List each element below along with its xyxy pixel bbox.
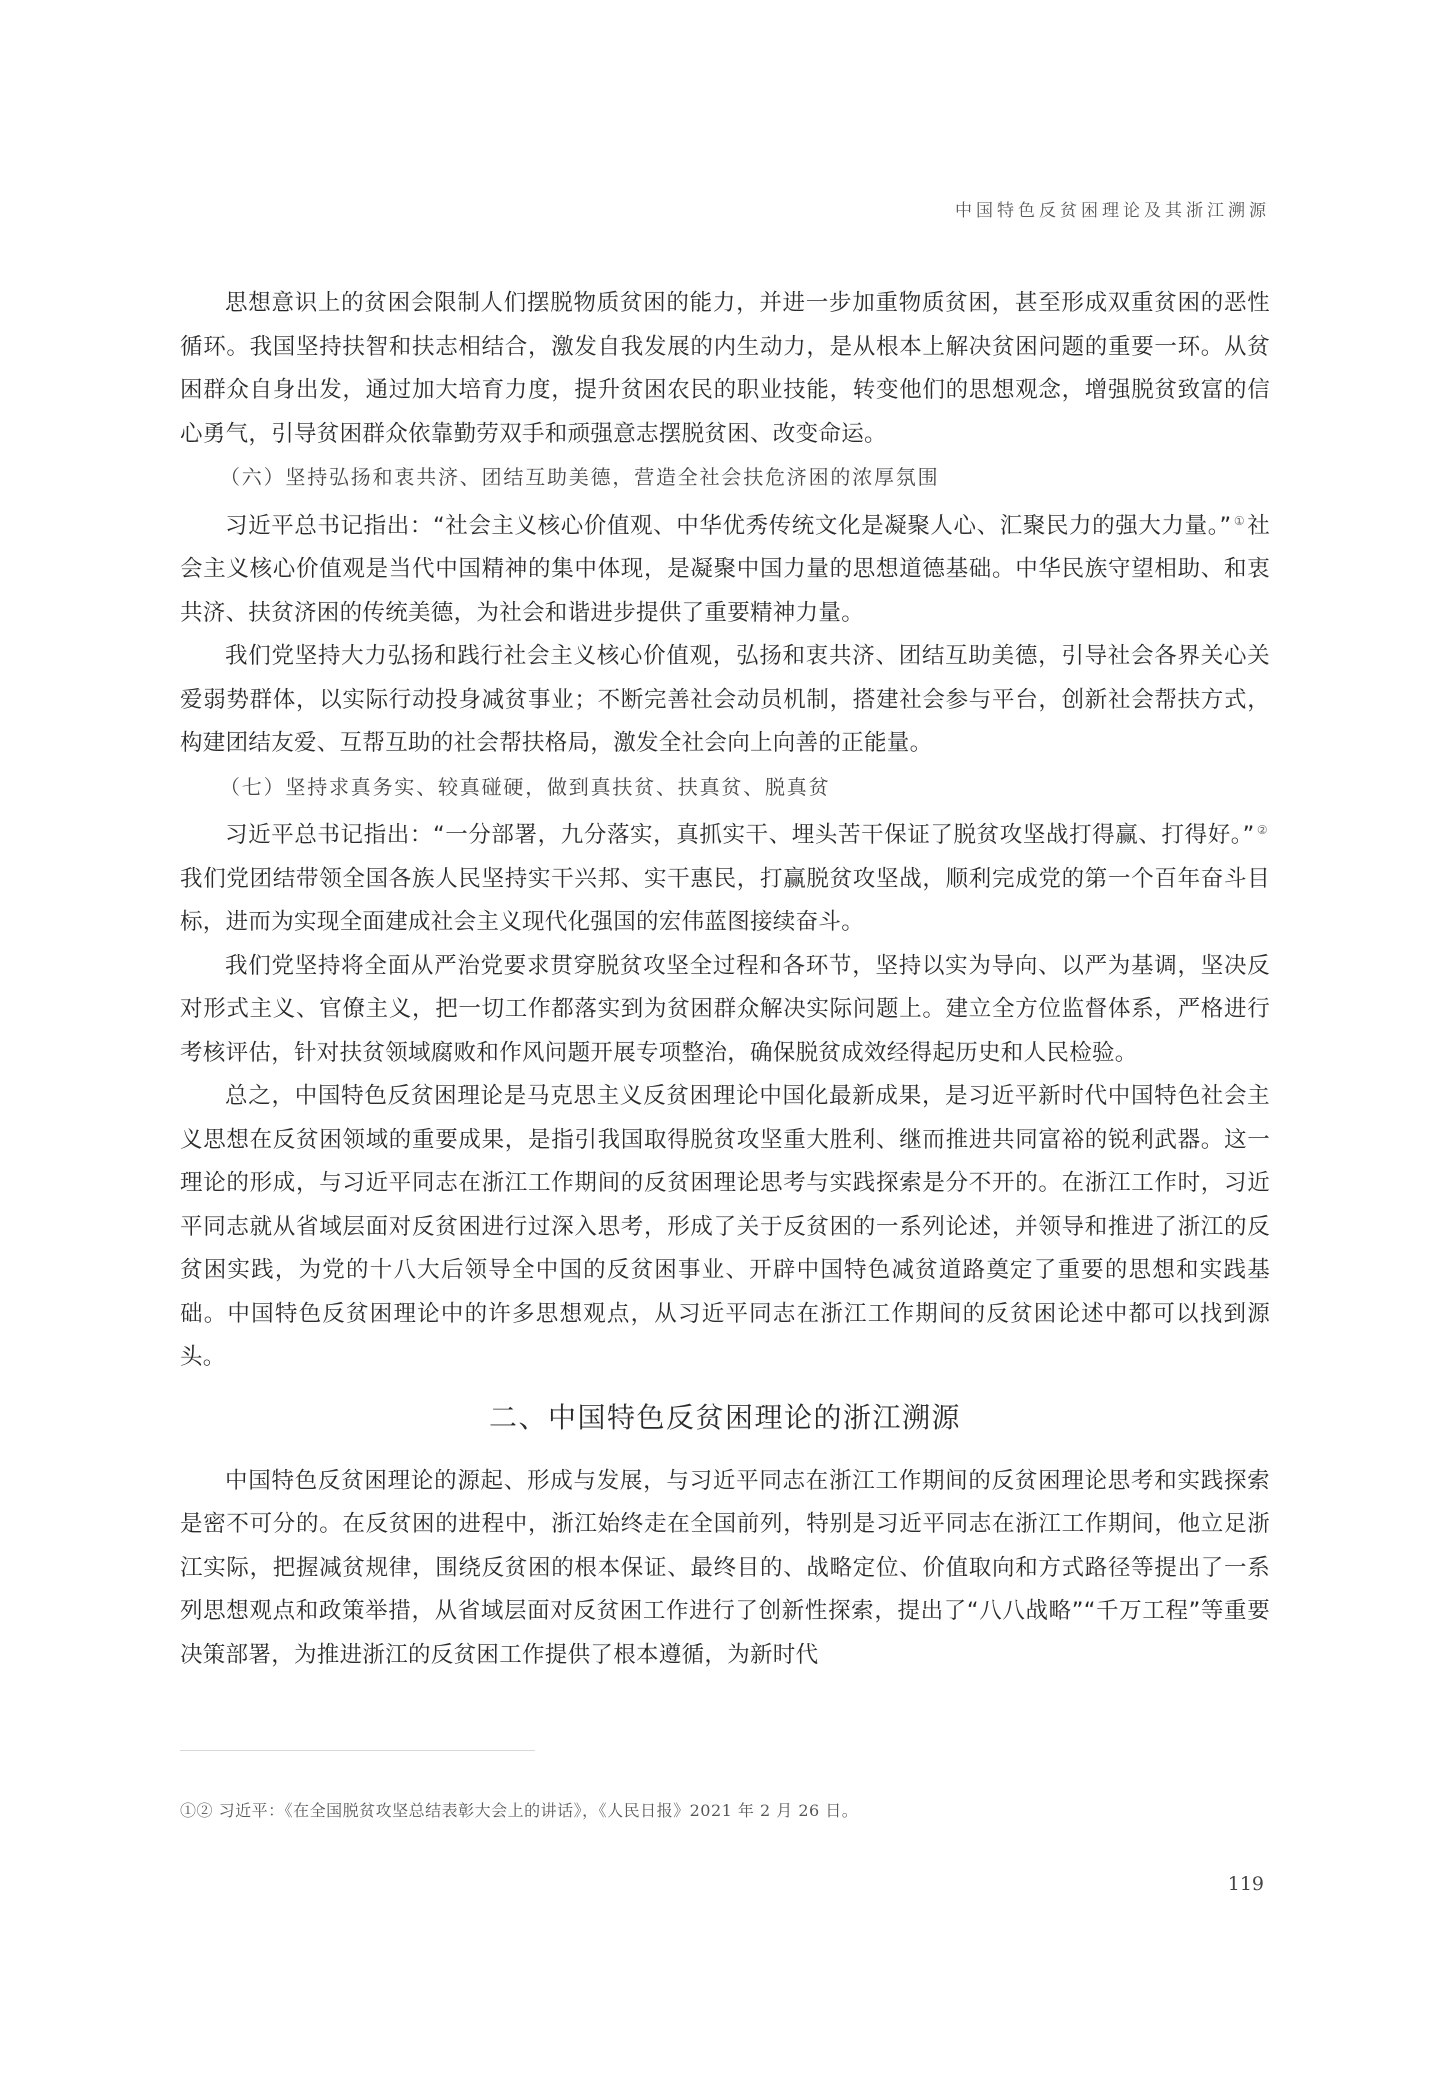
subsection-heading-7: （七）坚持求真务实、较真碰硬，做到真扶贫、扶真贫、脱真贫 (220, 774, 831, 799)
paragraph (180, 500, 1270, 636)
paragraph: 我们党坚持将全面从严治党要求贯穿脱贫攻坚全过程和各环节，坚持以实为导向、以严为基调，坚决反对形式主义、官僚主义，把一切工作都落实到为贫困群众解决实际问题上。建立全方位监督体系，严格进行考核评估，针对扶贫领域腐败和作风问题开展专项整治，确保脱贫成效经得起历史和人民检验。 (180, 952, 1270, 1066)
paragraph: 总之，中国特色反贫困理论是马克思主义反贫困理论中国化最新成果，是习近平新时代中国特色社会主义思想在反贫困领域的重要成果，是指引我国取得脱贫攻坚重大胜利、继而推进共同富裕的锐利武器。这一理论的形成，与习近平同志在浙江工作期间的反贫困理论思考与实践探索是分不开的。在浙江工作时，习近平同志就从省域层面对反贫困进行过深入思考，形成了关于反贫困的一系列论述，并领导和推进了浙江的反贫困实践，为党的十八大后领导全中国的反贫困事业、开辟中国特色减贫道路奠定了重要的思想和实践基础。中国特色反贫困理论中的许多思想观点，从习近平同志在浙江工作期间的反贫困论述中都可以找到源头。 (180, 1083, 1270, 1370)
paragraph-text: 社会主义核心价值观是当代中国精神的集中体现，是凝聚中国力量的思想道德基础。中华民族守望相助、和衷共济、扶贫济困的传统美德，为社会和谐进步提供了重要精神力量。 (180, 512, 1270, 626)
paragraph (180, 809, 1270, 945)
paragraph-text: 我们党团结带领全国各族人民坚持实干兴邦、实干惠民，打赢脱贫攻坚战，顺利完成党的第一个百年奋斗目标，进而为实现全面建成社会主义现代化强国的宏伟蓝图接续奋斗。 (180, 865, 1270, 935)
body-text (180, 282, 1270, 1677)
footnote-divider (180, 1750, 535, 1751)
section-title: 二、中国特色反贫困理论的浙江溯源 (488, 1400, 961, 1434)
footnote-marker[interactable]: ① (1233, 513, 1246, 528)
page-number: 119 (1227, 1873, 1264, 1895)
paragraph: 思想意识上的贫困会限制人们摆脱物质贫困的能力，并进一步加重物质贫困，甚至形成双重贫困的恶性循环。我国坚持扶智和扶志相结合，激发自我发展的内生动力，是从根本上解决贫困问题的重要一环。从贫困群众自身出发，通过加大培育力度，提升贫困农民的职业技能，转变他们的思想观念，增强脱贫致富的信心勇气，引导贫困群众依靠勤劳双手和顽强意志摆脱贫困、改变命运。 (180, 290, 1270, 447)
quote-text: 习近平总书记指出：“社会主义核心价值观、中华优秀传统文化是凝聚人心、汇聚民力的强大力量。” (225, 512, 1232, 539)
subsection-heading-6: （六）坚持弘扬和衷共济、团结互助美德，营造全社会扶危济困的浓厚氛围 (220, 465, 940, 489)
running-header: 中国特色反贫困理论及其浙江溯源 (955, 201, 1270, 221)
quote-text: 习近平总书记指出：“一分部署，九分落实，真抓实干、埋头苦干保证了脱贫攻坚战打得赢、打得好。” (225, 822, 1255, 848)
footnote: ①② 习近平：《在全国脱贫攻坚总结表彰大会上的讲话》，《人民日报》2021 年 2 月 26 日。 (180, 1801, 859, 1820)
footnote-marker[interactable]: ② (1256, 823, 1268, 837)
paragraph: 我们党坚持大力弘扬和践行社会主义核心价值观，弘扬和衷共济、团结互助美德，引导社会各界关心关爱弱势群体，以实际行动投身减贫事业；不断完善社会动员机制，搭建社会参与平台，创新社会帮扶方式，构建团结友爱、互帮互助的社会帮扶格局，激发全社会向上向善的正能量。 (180, 643, 1270, 756)
paragraph: 中国特色反贫困理论的源起、形成与发展，与习近平同志在浙江工作期间的反贫困理论思考和实践探索是密不可分的。在反贫困的进程中，浙江始终走在全国前列，特别是习近平同志在浙江工作期间，他立足浙江实际，把握减贫规律，围绕反贫困的根本保证、最终目的、战略定位、价值取向和方式路径等提出了一系列思想观点和政策举措，从省域层面对反贫困工作进行了创新性探索，提出了“八八战略”“千万工程”等重要决策部署，为推进浙江的反贫困工作提供了根本遵循，为新时代 (180, 1467, 1270, 1668)
